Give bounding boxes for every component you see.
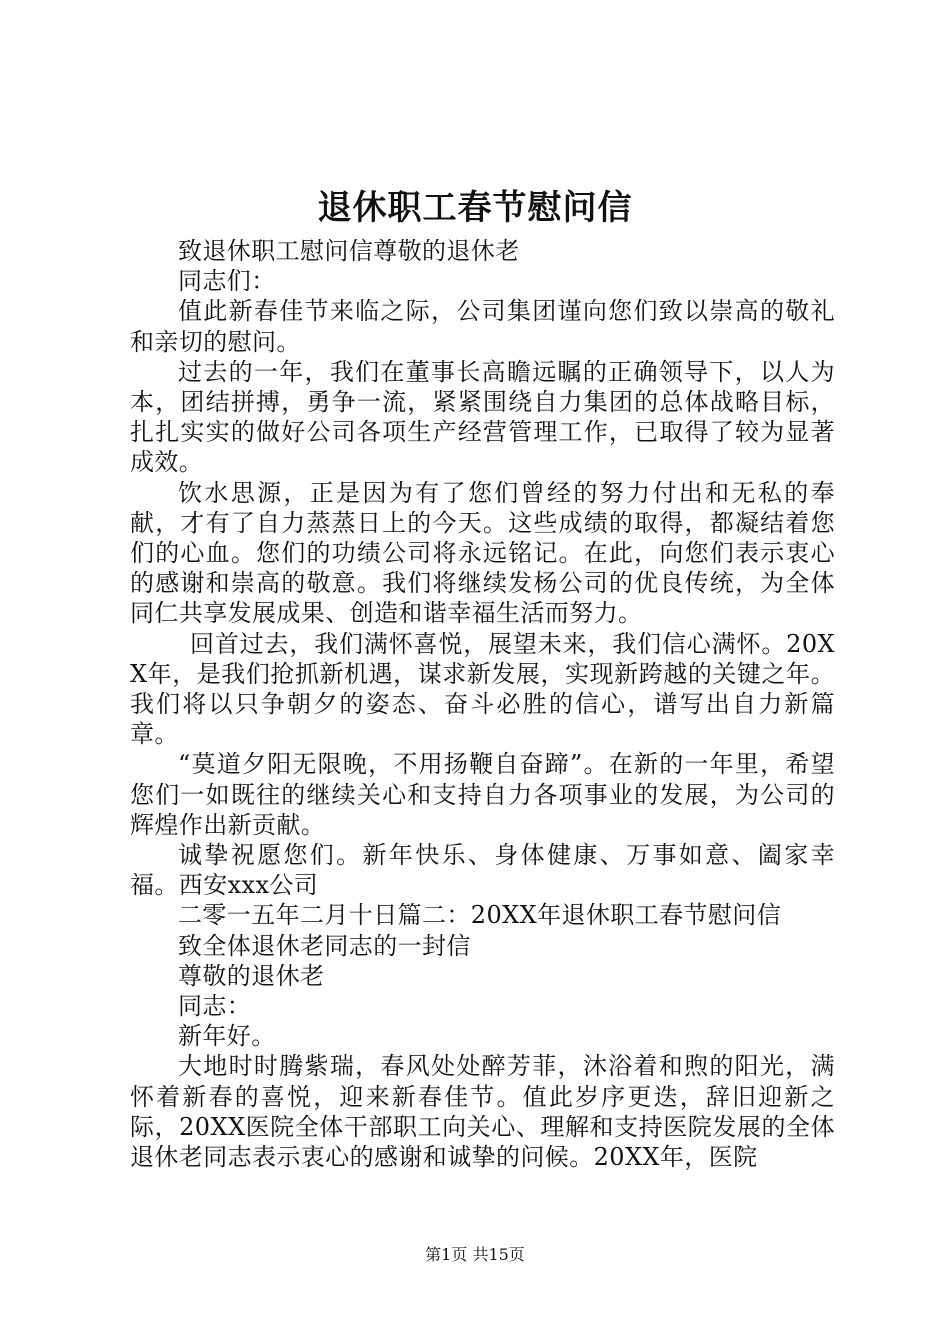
paragraph-spring: 大地时时腾紫瑞，春风处处醉芳菲，沐浴着和煦的阳光，满怀着新春的喜悦，迎来新春佳节。值此岁序更迭，辞旧迎新之际，20XX医院全体干部职工向关心、理解和支持医院发展的全体退休老同志表示衷心的感谢和诚挚的问候。20XX年，医院 bbox=[130, 1052, 835, 1172]
paragraph-opening: 值此新春佳节来临之际，公司集团谨向您们致以崇高的敬礼和亲切的慰问。 bbox=[130, 297, 835, 356]
paragraph-gratitude: 饮水思源，正是因为有了您们曾经的努力付出和无私的奉献，才有了自力蒸蒸日上的今天。这些成绩的取得，都凝结着您们的心血。您们的功绩公司将永远铭记。在此，向您们表示衷心的感谢和崇高的敬意。我们将继续发杨公司的优良传统，为全体同仁共享发展成果、创造和谐幸福生活而努力。 bbox=[130, 478, 835, 628]
paragraph-greeting: 致退休职工慰问信尊敬的退休老 bbox=[178, 237, 520, 265]
page-footer: 第1页 共15页 bbox=[425, 1245, 525, 1264]
paragraph-past-year: 过去的一年，我们在董事长高瞻远瞩的正确领导下，以人为本，团结拼搏，勇争一流，紧紧围绕自力集团的总体战略目标，扎扎实实的做好公司各项生产经营管理工作，已取得了较为显著成效。 bbox=[130, 357, 835, 477]
paragraph-new-year: 新年好。 bbox=[178, 1022, 276, 1051]
paragraph-wishes: 诚挚祝愿您们。新年快乐、身体健康、万事如意、阖家幸福。西安xxx公司 bbox=[130, 841, 835, 900]
paragraph-letter-heading: 致全体退休老同志的一封信 bbox=[178, 931, 471, 960]
paragraph-salutation: 同志们： bbox=[178, 267, 276, 296]
paragraph-date-part2: 二零一五年二月十日篇二：20XX年退休职工春节慰问信 bbox=[178, 901, 782, 930]
paragraph-outlook: 回首过去，我们满怀喜悦，展望未来，我们信心满怀。20XX年，是我们抢抓新机遇，谋求新发展，实现新跨越的关键之年。我们将以只争朝夕的姿态、奋斗必胜的信心，谱写出自力新篇章。 bbox=[130, 629, 835, 749]
paragraph-quote: “莫道夕阳无限晚，不用扬鞭自奋蹄”。在新的一年里，希望您们一如既往的继续关心和支持自力各项事业的发展，为公司的辉煌作出新贡献。 bbox=[130, 750, 835, 839]
document-title: 退休职工春节慰问信 bbox=[317, 188, 633, 228]
paragraph-dear: 尊敬的退休老 bbox=[178, 961, 325, 990]
paragraph-comrades: 同志： bbox=[178, 992, 252, 1021]
document-body bbox=[130, 236, 835, 1172]
